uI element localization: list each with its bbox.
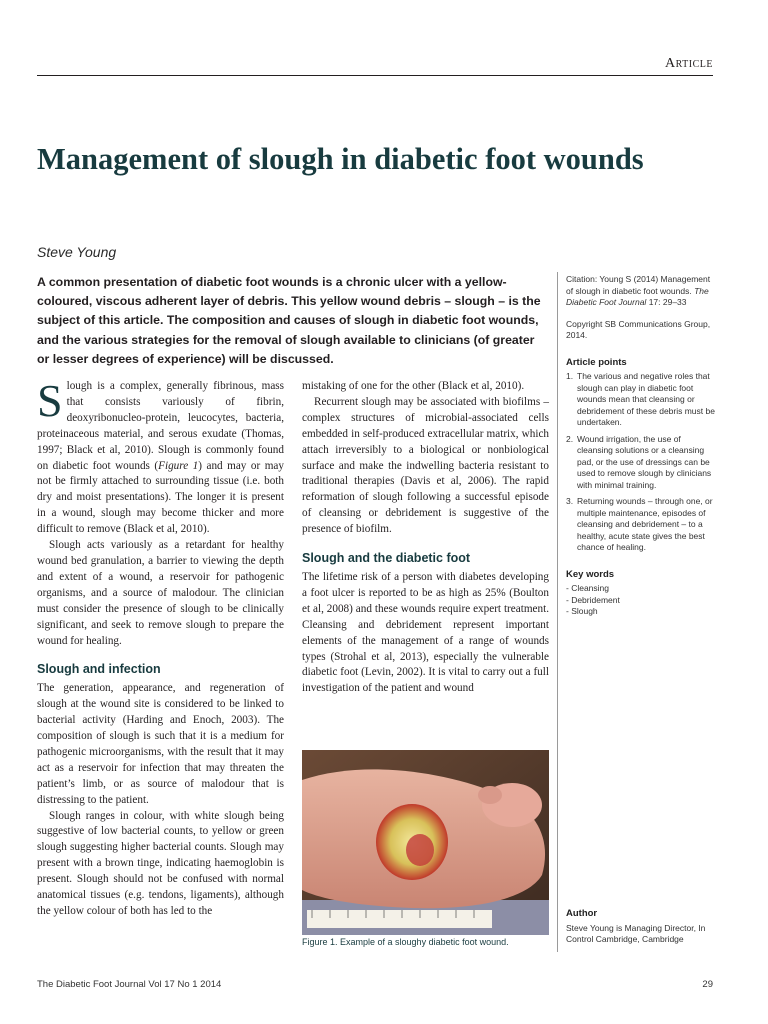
article-title: Management of slough in diabetic foot wounds bbox=[37, 142, 644, 176]
point-text: The various and negative roles that slough can play in diabetic foot wounds mean that cleansing or debridement of these debris must be undertaken. bbox=[577, 371, 715, 427]
wound-photo bbox=[302, 750, 549, 935]
figure-reference: Figure 1 bbox=[158, 459, 199, 472]
keywords-heading: Key words bbox=[566, 568, 615, 580]
keyword: - Slough bbox=[566, 606, 598, 616]
author-affiliation: Steve Young is Managing Director, In Control Cambridge, Cambridge bbox=[566, 922, 706, 944]
article-points-list bbox=[566, 371, 716, 554]
footer-journal: The Diabetic Foot Journal Vol 17 No 1 2014 bbox=[37, 979, 222, 990]
body-paragraph: The generation, appearance, and regeneration of slough at the wound site is considered to be linked to bacterial activity (Harding and Enoch, 2003). The composition of slough is such that it is a medium for pathogenic microorganisms, with the result that it may act as a reservoir for infection that may threaten the patient’s limb, or as source of malodour that is distressing to the patient. bbox=[37, 682, 284, 806]
article-author: Steve Young bbox=[37, 244, 117, 260]
citation-journal: The Diabetic Foot Journal bbox=[566, 285, 709, 307]
keyword: - Debridement bbox=[566, 594, 620, 605]
citation-suffix: 17: 29–33 bbox=[646, 297, 687, 307]
article-abstract: A common presentation of diabetic foot wounds is a chronic ulcer with a yellow-coloured, viscous adherent layer of debris. This yellow wound debris – slough – is the subject of this article. The composition and causes of slough in diabetic foot wounds, and the various strategies for the removal of slough available to clinicians (of greater or lesser degrees of experience) will be discussed. bbox=[37, 275, 541, 366]
point-text: Returning wounds – through one, or multiple maintenance, episodes of cleansing and debridement – to a healthy, acute state gives the best chance of healing. bbox=[577, 496, 713, 552]
article-points-heading: Article points bbox=[566, 356, 627, 368]
header-rule bbox=[37, 75, 713, 76]
point-text: Wound irrigation, the use of cleansing solutions or a cleansing pad, or the use of dressings can be used to remove slough by clinicians with minimal training. bbox=[577, 433, 712, 490]
sidebar-divider bbox=[557, 272, 558, 952]
article-point bbox=[566, 496, 716, 554]
body-paragraph: Slough acts variously as a retardant for healthy wound bed granulation, a barrier to viewing the depth and extent of a wound, a reservoir for pathogenic organisms, and a source of malodour. The clinician must consider the presence of slough to be clinically significant, and seek to remove slough to prepare the wound for healing. bbox=[37, 539, 284, 647]
author-heading: Author bbox=[566, 908, 598, 919]
section-label: Article bbox=[664, 56, 713, 71]
figure-caption: Figure 1. Example of a sloughy diabetic foot wound. bbox=[302, 937, 509, 947]
citation bbox=[566, 274, 716, 309]
wound-photo-illustration bbox=[302, 750, 549, 935]
footer-page-number: 29 bbox=[702, 979, 713, 990]
copyright: Copyright SB Communications Group, 2014. bbox=[566, 318, 711, 340]
body-paragraph: Slough ranges in colour, with white slough being suggestive of low bacterial counts, to yellow or green slough suggesting higher bacterial counts. Slough may present with a brown tinge, indicating haemoglobin is present. Slough should not be confused with normal anatomical tissues (e.g. tendons, ligaments), although the yellow colour of both has led to the bbox=[37, 809, 284, 917]
body-paragraph: Recurrent slough may be associated with biofilms – complex structures of microbial-associated cells embedded in self-produced extracellular matrix, which attach irreversibly to a biological or nonbiological surface and make the indwelling bacteria resistant to traditional therapies (Davis et al, 2006). The rapid reformation of slough following a successful episode of cleansing or debridement is suggestive of the presence of biofilm. bbox=[302, 395, 549, 536]
subheading-infection: Slough and infection bbox=[37, 662, 161, 677]
article-point bbox=[566, 371, 716, 429]
point-number: 1. bbox=[566, 371, 574, 381]
keywords-list bbox=[566, 583, 716, 618]
paragraph-text: lough is a complex, generally fibrinous, mass that consists variously of fibrin, deoxyribonucleo-protein, leucocytes, bacteria, proteinaceous material, and serous exudate (Thomas, 1997; Black et al, 2010). Slough is commonly found on diabetic foot wounds ( bbox=[37, 380, 284, 472]
body-paragraph: The lifetime risk of a person with diabetes developing a foot ulcer is reported to be as high as 25% (Boulton et al, 2008) and these wounds require expert treatment. Cleansing and debridement represent important elements of the management of a range of wounds types (Strohal et al, 2013), especially the vulnerable diabetic foot (Levin, 2002). It is vital to carry out a full investigation of the patient and wound bbox=[302, 570, 549, 695]
drop-cap: S bbox=[37, 375, 63, 426]
keyword: - Cleansing bbox=[566, 583, 609, 593]
point-number: 3. bbox=[566, 496, 574, 506]
body-paragraph bbox=[37, 375, 284, 538]
point-number: 2. bbox=[566, 433, 574, 444]
body-column-right bbox=[302, 379, 549, 697]
sidebar-author bbox=[566, 908, 716, 946]
sidebar bbox=[566, 274, 716, 618]
citation-prefix: Citation: Young S (2014) Management of slough in diabetic foot wounds. bbox=[566, 274, 711, 296]
article-point bbox=[566, 434, 716, 492]
body-paragraph: mistaking of one for the other (Black et al, 2010). bbox=[302, 380, 525, 392]
paragraph-text: ) and may or may not be firmly attached to surrounding tissue (i.e. both dry and moist presentations). The longer it is present in a wound, slough may become thicker and more difficult to remove (Black et al, 2010). bbox=[37, 459, 284, 536]
subheading-diabetic-foot: Slough and the diabetic foot bbox=[302, 551, 471, 566]
body-column-left bbox=[37, 375, 284, 920]
